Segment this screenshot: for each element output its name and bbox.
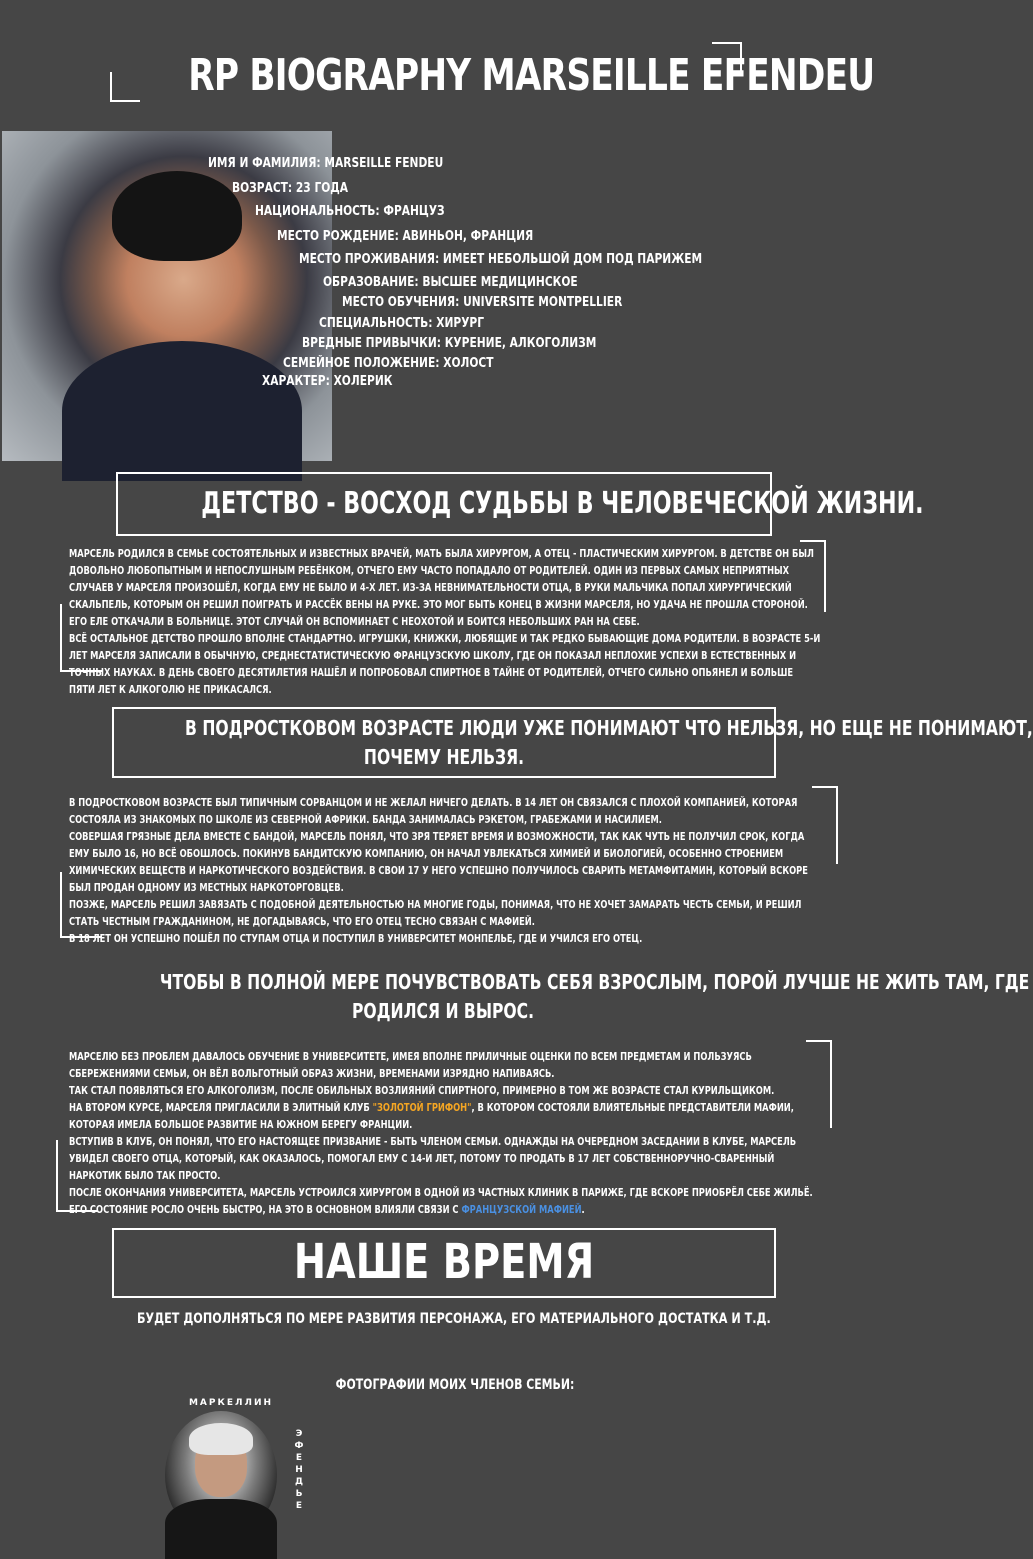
surname-letter: Ь <box>295 1489 303 1499</box>
info-habits: ВРЕДНЫЕ ПРИВЫЧКИ: КУРЕНИЕ, АЛКОГОЛИЗМ <box>302 336 597 351</box>
section3-heading-line2: РОДИЛСЯ И ВЫРОС. <box>351 999 535 1023</box>
section3-heading-line1: ЧТОБЫ В ПОЛНОЙ МЕРЕ ПОЧУВСТВОВАТЬ СЕБЯ ВЗРОСЛЫМ, ПОРОЙ ЛУЧШЕ НЕ ЖИТЬ ТАМ, ГДЕ <box>159 970 1030 994</box>
section3-p5-before: ПОСЛЕ ОКОНЧАНИЯ УНИВЕРСИТЕТА, МАРСЕЛЬ УСТРОИЛСЯ ХИРУРГОМ В ОДНОЙ ИЗ ЧАСТНЫХ КЛИНИК В ПАРИЖЕ, ГДЕ ВСКОРЕ ПРИОБРЁЛ СЕБЕ ЖИЛЬЁ. ЕГО СОСТОЯНИЕ РОСЛО ОЧЕНЬ БЫСТРО, НА ЭТО В ОСНОВНОМ ВЛИЯЛИ СВЯЗИ С <box>69 1187 813 1216</box>
section1-body <box>69 546 821 699</box>
info-education: ОБРАЗОВАНИЕ: ВЫСШЕЕ МЕДИЦИНСКОЕ <box>323 275 578 290</box>
section3-paragraph <box>69 1185 821 1219</box>
section1-heading: ДЕТСТВО - ВОСХОД СУДЬБЫ В ЧЕЛОВЕЧЕСКОЙ ЖИЗНИ. <box>201 486 924 521</box>
info-character: ХАРАКТЕР: ХОЛЕРИК <box>262 374 393 389</box>
section4-heading: НАШЕ ВРЕМЯ <box>293 1234 595 1290</box>
section3-p3-before: НА ВТОРОМ КУРСЕ, МАРСЕЛЯ ПРИГЛАСИЛИ В ЭЛИТНЫЙ КЛУБ <box>69 1102 373 1114</box>
info-university: МЕСТО ОБУЧЕНИЯ: UNIVERSITE MONTPELLIER <box>342 295 623 310</box>
info-specialty: СПЕЦИАЛЬНОСТЬ: ХИРУРГ <box>319 316 485 331</box>
section3-p3-after: , В КОТОРОМ СОСТОЯЛИ ВЛИЯТЕЛЬНЫЕ ПРЕДСТАВИТЕЛИ МАФИИ, КОТОРАЯ ИМЕЛА БОЛЬШОЕ РАЗВИТИЕ НА ЮЖНОМ БЕРЕГУ ФРАНЦИИ. <box>69 1102 794 1131</box>
family-surname-vertical <box>293 1428 305 1512</box>
section3-p5-after: . <box>581 1204 585 1216</box>
section1-paragraph: МАРСЕЛЬ РОДИЛСЯ В СЕМЬЕ СОСТОЯТЕЛЬНЫХ И ИЗВЕСТНЫХ ВРАЧЕЙ, МАТЬ БЫЛА ХИРУРГОМ, А ОТЕЦ - ПЛАСТИЧЕСКИМ ХИРУРГОМ. В ДЕТСТВЕ ОН БЫЛ ДОВОЛЬНО ЛЮБОПЫТНЫМ И НЕПОСЛУШНЫМ РЕБЁНКОМ, ОТЧЕГО ЕМУ ЧАСТО ПОПАДАЛО ОТ РОДИТЕЛЕЙ. ОДИН ИЗ ПЕРВЫХ САМЫХ НЕПРИЯТНЫХ СЛУЧАЕВ У МАРСЕЛЯ ПРОИЗОШЁЛ, КОГДА ЕМУ НЕ БЫЛО И 4-Х ЛЕТ. ИЗ-ЗА НЕВНИМАТЕЛЬНОСТИ ОТЦА, В РУКИ МАЛЬЧИКА ПОПАЛ ХИРУРГИЧЕСКИЙ СКАЛЬПЕЛЬ, КОТОРЫМ ОН РЕШИЛ ПОИГРАТЬ И РАССЁК ВЕНЫ НА РУКЕ. ЭТО МОГ БЫТЬ КОНЕЦ В ЖИЗНИ МАРСЕЛЯ, НО УДАЧА НЕ ПРОШЛА СТОРОНОЙ. ЕГО ЕЛЕ ОТКАЧАЛИ В БОЛЬНИЦЕ. ЭТОТ СЛУЧАЙ ОН ВСПОМИНАЕТ С НЕОХОТОЙ И БОИТСЯ НЕБОЛЬШИХ РАН НА СЕБЕ. <box>69 548 814 628</box>
section2-paragraph: СОВЕРШАЯ ГРЯЗНЫЕ ДЕЛА ВМЕСТЕ С БАНДОЙ, МАРСЕЛЬ ПОНЯЛ, ЧТО ЗРЯ ТЕРЯЕТ ВРЕМЯ И ВОЗМОЖНОСТИ, ТАК КАК ЧУТЬ НЕ ПОЛУЧИЛ СРОК, КОГДА ЕМУ БЫЛО 16, НО ВСЁ ОБОШЛОСЬ. ПОКИНУВ БАНДИТСКУЮ КОМПАНИЮ, ОН НАЧАЛ УВЛЕКАТЬСЯ ХИМИЕЙ И БИОЛОГИЕЙ, ОСОБЕННО СТРОЕНИЕМ ХИМИЧЕСКИХ ВЕЩЕСТВ И НАРКОТИЧЕСКОГО ВОЗДЕЙСТВИЯ. В СВОИ 17 У НЕГО УСПЕШНО ПОЛУЧИЛОСЬ СВАРИТЬ МЕТАМФИТАМИН, КОТОРЫЙ ВСКОРЕ БЫЛ ПРОДАН ОДНОМУ ИЗ МЕСТНЫХ НАРКОТОРГОВЦЕВ. <box>69 831 808 894</box>
title-bracket-left <box>110 72 140 102</box>
info-name: ИМЯ И ФАМИЛИЯ: MARSEILLE FENDEU <box>208 156 444 171</box>
family-title: ФОТОГРАФИИ МОИХ ЧЛЕНОВ СЕМЬИ: <box>335 1377 575 1393</box>
surname-letter: Н <box>295 1465 303 1475</box>
section4-subtitle: БУДЕТ ДОПОЛНЯТЬСЯ ПО МЕРЕ РАЗВИТИЯ ПЕРСОНАЖА, ЕГО МАТЕРИАЛЬНОГО ДОСТАТКА И Т.Д. <box>137 1311 771 1327</box>
surname-letter: Д <box>294 1477 303 1487</box>
section3-heading <box>80 968 1030 1026</box>
section2-paragraph: В ПОДРОСТКОВОМ ВОЗРАСТЕ БЫЛ ТИПИЧНЫМ СОРВАНЦОМ И НЕ ЖЕЛАЛ НИЧЕГО ДЕЛАТЬ. В 14 ЛЕТ ОН СВЯЗАЛСЯ С ПЛОХОЙ КОМПАНИЕЙ, КОТОРАЯ СОСТОЯЛА ИЗ ЗНАКОМЫХ ПО ШКОЛЕ ИЗ СЕВЕРНОЙ АФРИКИ. БАНДА ЗАНИМАЛАСЬ РЭКЕТОМ, ГРАБЕЖАМИ И НАСИЛИЕМ. <box>69 797 798 826</box>
portrait-jacket <box>62 341 302 481</box>
section2-paragraph: ПОЗЖЕ, МАРСЕЛЬ РЕШИЛ ЗАВЯЗАТЬ С ПОДОБНОЙ ДЕЯТЕЛЬНОСТЬЮ НА МНОГИЕ ГОДЫ, ПОНИМАЯ, ЧТО НЕ ХОЧЕТ ЗАМАРАТЬ ЧЕСТЬ СЕМЬИ, И РЕШИЛ СТАТЬ ЧЕСТНЫМ ГРАЖДАНИНОМ, НЕ ДОГАДЫВАЯСЬ, ЧТО ЕГО ОТЕЦ ТЕСНО СВЯЗАН С МАФИЕЙ. <box>69 899 802 928</box>
avatar-hair <box>189 1423 253 1455</box>
section3-paragraph: ТАК СТАЛ ПОЯВЛЯТЬСЯ ЕГО АЛКОГОЛИЗМ, ПОСЛЕ ОБИЛЬНЫХ ВОЗЛИЯНИЙ СПИРТНОГО, ПРИМЕРНО В ТОМ ЖЕ ВОЗРАСТЕ СТАЛ КУРИЛЬЩИКОМ. <box>69 1085 775 1097</box>
french-mafia-link[interactable]: ФРАНЦУЗСКОЙ МАФИЕЙ <box>461 1204 582 1216</box>
section3-paragraph: МАРСЕЛЮ БЕЗ ПРОБЛЕМ ДАВАЛОСЬ ОБУЧЕНИЕ В УНИВЕРСИТЕТЕ, ИМЕЯ ВПОЛНЕ ПРИЛИЧНЫЕ ОЦЕНКИ ПО ВСЕМ ПРЕДМЕТАМ И ПОЛЬЗУЯСЬ СБЕРЕЖЕНИЯМИ СЕМЬИ, ОН ВЁЛ ВОЛЬГОТНЫЙ ОБРАЗ ЖИЗНИ, ВРЕМЕНАМИ ИЗРЯДНО НАПИВАЯСЬ. <box>69 1051 752 1080</box>
section2-body <box>69 795 821 948</box>
section3-paragraph <box>69 1100 821 1134</box>
section2-heading-line2: ПОЧЕМУ НЕЛЬЗЯ. <box>363 745 525 769</box>
surname-letter: Э <box>295 1429 303 1439</box>
info-nationality: НАЦИОНАЛЬНОСТЬ: ФРАНЦУЗ <box>255 204 445 219</box>
family-member-avatar <box>165 1411 277 1539</box>
section2-heading <box>112 714 1033 772</box>
section3-paragraph: ВСТУПИВ В КЛУБ, ОН ПОНЯЛ, ЧТО ЕГО НАСТОЯЩЕЕ ПРИЗВАНИЕ - БЫТЬ ЧЛЕНОМ СЕМЬИ. ОДНАЖДЫ НА ОЧЕРЕДНОМ ЗАСЕДАНИИ В КЛУБЕ, МАРСЕЛЬ УВИДЕЛ СВОЕГО ОТЦА, КОТОРЫЙ, КАК ОКАЗАЛОСЬ, ПОМОГАЛ ЕМУ С 14-И ЛЕТ, ПОТОМУ ТО ПРОДАТЬ В 17 ЛЕТ СОБСТВЕННОРУЧНО-СВАРЕННЫЙ НАРКОТИК БЫЛО ТАК ПРОСТО. <box>69 1136 797 1182</box>
info-age: ВОЗРАСТ: 23 ГОДА <box>232 181 349 196</box>
section2-heading-line1: В ПОДРОСТКОВОМ ВОЗРАСТЕ ЛЮДИ УЖЕ ПОНИМАЮТ ЧТО НЕЛЬЗЯ, НО ЕЩЕ НЕ ПОНИМАЮТ, <box>185 716 1033 740</box>
club-name-highlight: "ЗОЛОТОЙ ГРИФОН" <box>372 1102 472 1114</box>
page-title: RP BIOGRAPHY MARSEILLE EFENDEU <box>188 50 875 101</box>
portrait-hair <box>112 171 242 261</box>
info-residence: МЕСТО ПРОЖИВАНИЯ: ИМЕЕТ НЕБОЛЬШОЙ ДОМ ПОД ПАРИЖЕМ <box>299 252 703 267</box>
surname-letter: Е <box>295 1501 303 1511</box>
section1-paragraph: ВСЁ ОСТАЛЬНОЕ ДЕТСТВО ПРОШЛО ВПОЛНЕ СТАНДАРТНО. ИГРУШКИ, КНИЖКИ, ЛЮБЯЩИЕ И ТАК РЕДКО БЫВАЮЩИЕ ДОМА РОДИТЕЛИ. В ВОЗРАСТЕ 5-И ЛЕТ МАРСЕЛЯ ЗАПИСАЛИ В ОБЫЧНУЮ, СРЕДНЕСТАТИСТИЧЕСКУЮ ФРАНЦУЗСКУЮ ШКОЛУ, ГДЕ ОН ПОКАЗАЛ НЕПЛОХИЕ УСПЕХИ В ЕСТЕСТВЕННЫХ И ТОЧНЫХ НАУКАХ. В ДЕНЬ СВОЕГО ДЕСЯТИЛЕТИЯ НАШЁЛ И ПОПРОБОВАЛ СПИРТНОЕ В ТАЙНЕ ОТ РОДИТЕЛЕЙ, ОТЧЕГО СИЛЬНО ОПЬЯНЕЛ И БОЛЬШЕ ПЯТИ ЛЕТ К АЛКОГОЛЮ НЕ ПРИКАСАЛСЯ. <box>69 633 821 696</box>
avatar-coat <box>165 1499 277 1559</box>
section2-paragraph: В 18 ЛЕТ ОН УСПЕШНО ПОШЁЛ ПО СТУПАМ ОТЦА И ПОСТУПИЛ В УНИВЕРСИТЕТ МОНПЕЛЬЕ, ГДЕ И УЧИЛСЯ ЕГО ОТЕЦ. <box>69 933 643 945</box>
surname-letter: Ф <box>294 1441 304 1451</box>
surname-letter: Е <box>295 1453 303 1463</box>
info-marital: СЕМЕЙНОЕ ПОЛОЖЕНИЕ: ХОЛОСТ <box>283 356 494 371</box>
family-member-name: МАРКЕЛЛИН <box>188 1398 274 1408</box>
info-birthplace: МЕСТО РОЖДЕНИЕ: АВИНЬОН, ФРАНЦИЯ <box>277 229 534 244</box>
section3-body <box>69 1049 821 1219</box>
